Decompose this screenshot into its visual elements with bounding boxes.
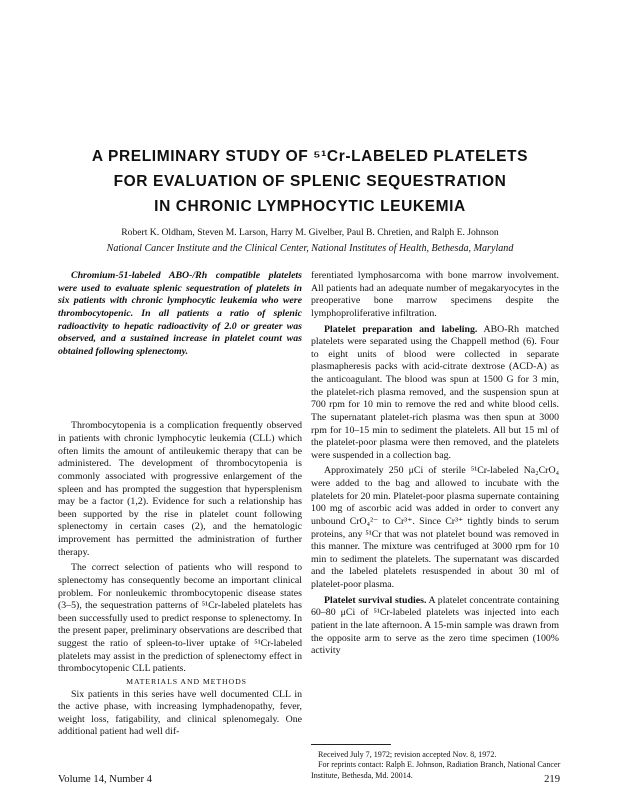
page-number: 219: [544, 774, 560, 785]
footnote-divider: [311, 744, 391, 745]
affiliation: National Cancer Institute and the Clinical Center, National Institutes of Health, Bethesda, Maryland: [106, 243, 514, 254]
footnote-reprints: For reprints contact: Ralph E. Johnson, Radiation Branch, National Cancer Institute, Bethesda, Md. 20014.: [311, 760, 561, 780]
platelet-preparation-text: ABO-Rh matched platelets were separated using the Chappell method (6). Four to eight units of blood were collected in separate plasmapheresis packs with acid-citrate dextrose (ACD-A) as the anticoagulant. The blood was spun at 1500 G for 3 min, the platelet-rich plasma removed, and the suspension spun at 700 rpm for 10 min to remove the red and white blood cells. The supernatant platelet-rich plasma was then spun at 3000 rpm for 10–15 min to sediment the platelets. All but 15 ml of the platelet-poor plasma were then removed, and the platelets were suspended in a collection bag.: [311, 323, 559, 461]
platelet-preparation-heading: Platelet preparation and labeling.: [324, 323, 478, 335]
section-heading-materials-methods: MATERIALS AND METHODS: [126, 676, 247, 686]
right-column: [311, 270, 559, 658]
footnote-received: Received July 7, 1972; revision accepted Nov. 8, 1972.: [318, 750, 497, 759]
platelet-survival-heading: Platelet survival studies.: [324, 594, 427, 606]
abstract: Chromium-51-labeled ABO-/Rh compatible platelets were used to evaluate splenic sequestration of platelets in six patients with chronic lymphocytic leukemia who were thrombocytopenic. In all patients a ratio of splenic radioactivity to hepatic radioactivity of 2.0 or greater was observed, and a sustained increase in platelet count was obtained following splenectomy.: [58, 270, 302, 357]
author-list: Robert K. Oldham, Steven M. Larson, Harry M. Givelber, Paul B. Chretien, and Ralph E. Johnson: [121, 227, 499, 238]
platelet-survival-paragraph: [311, 595, 559, 658]
title-line-1: A PRELIMINARY STUDY OF ⁵¹Cr-LABELED PLATELETS: [91, 148, 529, 165]
left-column: [58, 270, 302, 739]
title-line-3: IN CHRONIC LYMPHOCYTIC LEUKEMIA: [154, 198, 466, 215]
labeling-paragraph: Approximately 250 μCi of sterile ⁵¹Cr-labeled Na₂CrO₄ were added to the bag and allowed to incubate with the platelets for 20 min. Platelet-poor plasma supernate containing 100 mg of ascorbic acid was added in order to convert any unbound CrO₄²⁻ to Cr³⁺. Since Cr³⁺ tightly binds to serum proteins, any ⁵¹Cr that was not platelet bound was removed in this manner. The mixture was centrifuged at 3000 rpm for 10 min to sediment the platelets. The supernatant was discarded and the labeled platelets resuspended in about 30 ml of platelet-poor plasma.: [311, 465, 559, 590]
platelet-preparation-paragraph: [311, 324, 559, 463]
intro-paragraph-1: Thrombocytopenia is a complication frequently observed in patients with chronic lymphocytic leukemia (CLL) which often limits the amount of antileukemic therapy that can be administered. The development of thrombocytopenia is commonly associated with progressive enlargement of the spleen and has prompted the suggestion that hypersplenism may be a factor (1,2). Evidence for such a relationship has been supported by the rise in platelet count following splenectomy in certain cases (2), and the hematologic improvement has permitted the administration of further therapy.: [58, 420, 302, 558]
journal-volume: Volume 14, Number 4: [58, 774, 152, 785]
article-title: [40, 144, 580, 219]
continued-paragraph: ferentiated lymphosarcoma with bone marrow involvement. All patients had an adequate number of megakaryocytes in the preoperative bone marrow specimens despite the lymphoproliferative infiltration.: [311, 270, 559, 319]
methods-paragraph-1: Six patients in this series have well documented CLL in the active phase, with increasing lymphadenopathy, fever, weight loss, fatigability, and clinical splenomegaly. One additional patient had well dif-: [58, 688, 302, 738]
title-line-2: FOR EVALUATION OF SPLENIC SEQUESTRATION: [113, 173, 507, 190]
intro-paragraph-2: The correct selection of patients who will respond to splenectomy has consequently become an important clinical problem. For nonleukemic thrombocytopenic disease states (3–5), the sequestration patterns of ⁵¹Cr-labeled platelets has been successfully used to predict response to splenectomy. In the present paper, preliminary observations are described that suggest the ratio of spleen-to-liver uptake of ⁵¹Cr-labeled platelets may assist in the prediction of splenectomy effect in thrombocytopenic CLL patients.: [58, 562, 302, 675]
platelet-survival-text: A platelet concentrate containing 60–80 μCi of ⁵¹Cr-labeled platelets was injected into each patient in the late afternoon. A 15-min sample was drawn from the opposite arm to serve as the zero time specimen (100% activity: [311, 594, 559, 657]
